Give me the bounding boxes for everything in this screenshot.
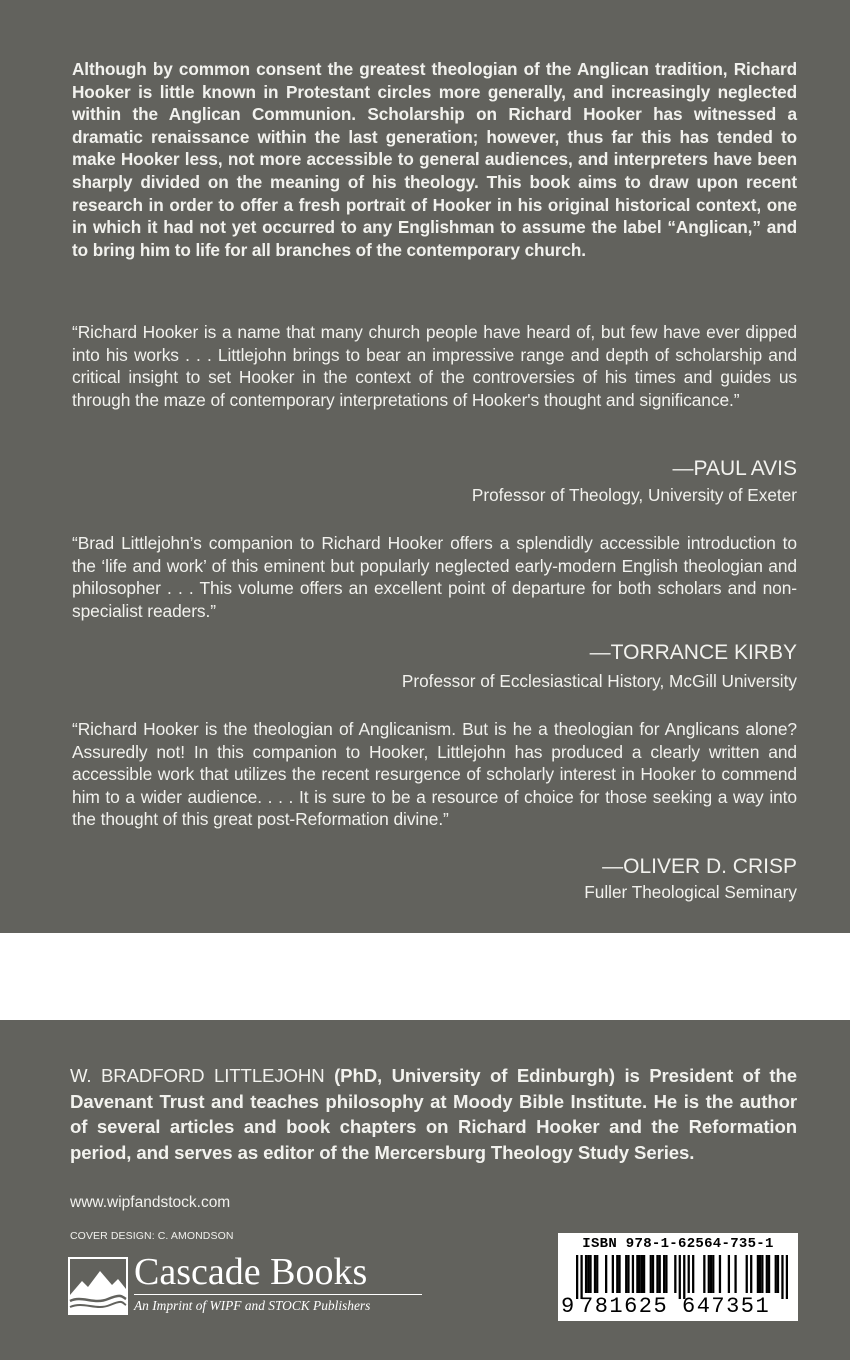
barcode-lead-digit: 9 bbox=[561, 1294, 575, 1319]
barcode-bar bbox=[674, 1255, 676, 1293]
barcode-bar bbox=[719, 1255, 721, 1293]
publisher-website: www.wipfandstock.com bbox=[70, 1194, 231, 1211]
barcode-bar bbox=[786, 1255, 788, 1299]
barcode-bar bbox=[636, 1255, 638, 1293]
barcode-bar bbox=[679, 1255, 681, 1299]
barcode-bar bbox=[759, 1255, 761, 1293]
barcode-bar bbox=[627, 1255, 629, 1293]
barcode-bar bbox=[643, 1255, 645, 1293]
barcode-bar bbox=[734, 1255, 736, 1293]
isbn-barcode bbox=[558, 1233, 798, 1321]
barcode-bar bbox=[652, 1255, 654, 1293]
publisher-tagline: An Imprint of WIPF and STOCK Publishers bbox=[134, 1298, 371, 1313]
barcode-bar bbox=[665, 1255, 667, 1293]
barcode-bar bbox=[712, 1255, 714, 1293]
endorser-name-avis: —PAUL AVIS bbox=[672, 457, 797, 480]
barcode-bar bbox=[587, 1255, 589, 1293]
barcode-bar bbox=[576, 1255, 578, 1299]
endorsement-quote-avis: “Richard Hooker is a name that many church people have heard of, but few have ever dipped into his works . . . Littlejohn brings to bear an impressive range and depth of scholarship and critical insight to set Hooker in the context of the controversies of his times and guides us through the maze of contemporary interpretations of Hooker's thought and significance.” bbox=[72, 322, 797, 410]
barcode-bar bbox=[768, 1255, 770, 1293]
endorsement-quote-crisp: “Richard Hooker is the theologian of Anglicanism. But is he a theologian for Anglicans alone? Assuredly not! In this companion to Hooker, Littlejohn has produced a clearly written and accessible work that utilizes the recent resurgence of scholarly interest in Hooker to commend him to a wider audience. . . . It is sure to be a resource of choice for those seeking a way into the thought of this great post-Reformation divine.” bbox=[72, 719, 797, 830]
barcode-bar bbox=[585, 1255, 587, 1293]
publisher-name: Cascade Books bbox=[134, 1251, 368, 1293]
barcode-bar bbox=[766, 1255, 768, 1293]
barcode-bar bbox=[708, 1255, 710, 1293]
barcode-bar bbox=[663, 1255, 665, 1293]
barcode-digit-group-right: 647351 bbox=[682, 1294, 771, 1319]
publisher-logo bbox=[68, 1251, 428, 1319]
barcode-bar bbox=[750, 1255, 752, 1293]
author-bio-text: (PhD, University of Edinburgh) is President of the Davenant Trust and teaches philosophy at Moody Bible Institute. He is the author of several articles and book chapters on Richard Hooker and the Reformation period, and serves as editor of the Mercersburg Theology Study Series. bbox=[70, 1065, 797, 1163]
barcode-bar bbox=[618, 1255, 620, 1293]
barcode-bar bbox=[781, 1255, 783, 1299]
barcode-bar bbox=[692, 1255, 694, 1293]
logo-divider bbox=[134, 1294, 422, 1295]
barcode-bar bbox=[659, 1255, 661, 1293]
barcode-bar bbox=[683, 1255, 685, 1299]
barcode-bar bbox=[728, 1255, 730, 1293]
endorser-title-avis: Professor of Theology, University of Exeter bbox=[471, 485, 797, 505]
endorser-name-kirby: —TORRANCE KIRBY bbox=[589, 641, 797, 664]
barcode-bar bbox=[612, 1255, 614, 1293]
cover-design-credit: COVER DESIGN: C. AMONDSON bbox=[70, 1230, 234, 1242]
barcode-bar bbox=[710, 1255, 712, 1293]
author-name: W. BRADFORD LITTLEJOHN bbox=[70, 1065, 325, 1086]
barcode-bar bbox=[605, 1255, 607, 1293]
barcode-bar bbox=[596, 1255, 598, 1293]
barcode-bar bbox=[616, 1255, 618, 1293]
barcode-bar bbox=[656, 1255, 658, 1293]
mountain-logo-icon bbox=[68, 1257, 128, 1315]
endorser-name-crisp: —OLIVER D. CRISP bbox=[602, 855, 797, 878]
barcode-bar bbox=[594, 1255, 596, 1293]
barcode-bar bbox=[757, 1255, 759, 1293]
barcode-bars bbox=[576, 1255, 788, 1299]
author-bio bbox=[70, 1063, 797, 1165]
barcode-bar bbox=[650, 1255, 652, 1293]
barcode-bar bbox=[777, 1255, 779, 1293]
endorsement-quote-kirby: “Brad Littlejohn’s companion to Richard Hooker offers a splendidly accessible introduction to the ‘life and work’ of this eminent but popularly neglected early-modern English theologian and philosopher . . . This volume offers an excellent point of departure for both scholars and non-specialist readers.” bbox=[72, 533, 797, 621]
barcode-bar bbox=[746, 1255, 748, 1293]
endorser-title-crisp: Fuller Theological Seminary bbox=[584, 882, 797, 902]
barcode-bar bbox=[589, 1255, 591, 1293]
barcode-bar bbox=[632, 1255, 634, 1293]
barcode-bar bbox=[688, 1255, 690, 1293]
barcode-bar bbox=[761, 1255, 763, 1293]
endorser-title-kirby: Professor of Ecclesiastical History, McGill University bbox=[401, 671, 797, 691]
isbn-label: ISBN 978-1-62564-735-1 bbox=[582, 1236, 774, 1252]
barcode-bar bbox=[775, 1255, 777, 1293]
barcode-bar bbox=[638, 1255, 640, 1293]
barcode-bar bbox=[703, 1255, 705, 1293]
barcode-digit-group-left: 781625 bbox=[580, 1294, 669, 1319]
barcode-bar bbox=[625, 1255, 627, 1293]
barcode-bar bbox=[641, 1255, 643, 1293]
barcode-bar bbox=[580, 1255, 582, 1299]
book-description: Although by common consent the greatest theologian of the Anglican tradition, Richard Hooker is little known in Protestant circles more generally, and increasingly neglected within the Anglican Communion. Scholarship on Richard Hooker has witnessed a dramatic renaissance within the last generation; however, thus far this has tended to make Hooker less, not more accessible to general audiences, and interpreters have been sharply divided on the meaning of his theology. This book aims to draw upon recent research in order to offer a fresh portrait of Hooker in his original historical context, one in which it had not yet occurred to any Englishman to assume the label “Anglican,” and to bring him to life for all branches of the contemporary church. bbox=[72, 59, 797, 260]
